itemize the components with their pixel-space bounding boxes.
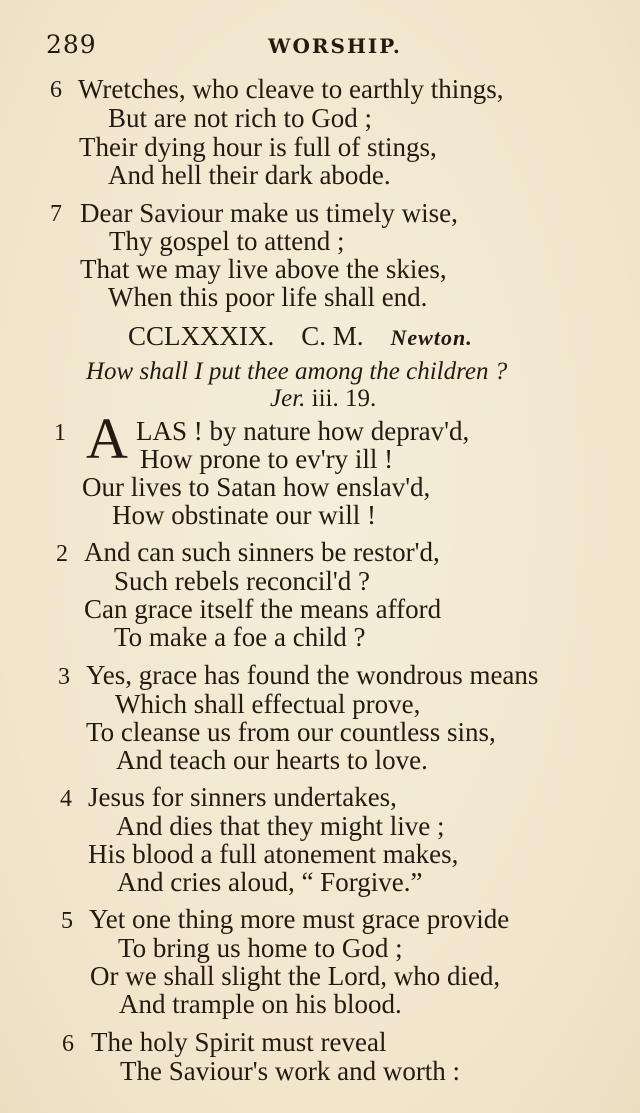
verse-line: His blood a full atonement makes, — [88, 839, 459, 869]
verse-line: And can such sinners be restor'd, — [84, 537, 440, 567]
verse-line: And teach our hearts to love. — [116, 745, 428, 775]
hymn-epigraph: How shall I put thee among the children ? — [86, 358, 508, 385]
running-head: WORSHIP. — [268, 34, 402, 58]
verse-line: Yet one thing more must grace provide — [89, 904, 510, 934]
verse-line: Our lives to Satan how enslav'd, — [82, 472, 431, 502]
verse-line: Or we shall slight the Lord, who died, — [90, 961, 501, 991]
verse-line: Thy gospel to attend ; — [109, 226, 345, 256]
verse-line: To bring us home to God ; — [118, 933, 403, 963]
stanza-number: 5 — [61, 908, 73, 934]
stanza-number: 7 — [50, 201, 62, 227]
verse-line: To make a foe a child ? — [114, 622, 366, 652]
page-number: 289 — [46, 30, 97, 59]
verse-line: And hell their dark abode. — [108, 160, 391, 190]
verse-line: But are not rich to God ; — [108, 103, 372, 133]
stanza-number: 6 — [62, 1031, 74, 1057]
verse-line: Such rebels reconcil'd ? — [114, 566, 371, 596]
reference-book: Jer. — [270, 385, 306, 412]
verse-line: How obstinate our will ! — [112, 500, 376, 530]
verse-line: Can grace itself the means afford — [84, 594, 442, 624]
drop-cap: A — [86, 406, 128, 471]
verse-line: How prone to ev'ry ill ! — [140, 444, 394, 474]
hymn-author: Newton. — [390, 325, 473, 350]
verse-line: And dies that they might live ; — [116, 811, 445, 841]
verse-line: Jesus for sinners undertakes, — [88, 782, 397, 812]
stanza-number: 6 — [50, 77, 62, 103]
reference-verse: iii. 19. — [311, 385, 377, 412]
verse-line: And cries aloud, “ Forgive.” — [117, 867, 423, 897]
verse-line: Dear Saviour make us timely wise, — [80, 198, 458, 228]
verse-line: LAS ! by nature how deprav'd, — [136, 416, 470, 446]
stanza-number: 1 — [54, 420, 66, 446]
hymn-heading — [128, 321, 473, 353]
page-header — [46, 30, 606, 60]
stanza-number: 4 — [60, 786, 72, 812]
verse-line: That we may live above the skies, — [80, 254, 447, 284]
stanza-number: 2 — [56, 541, 68, 567]
verse-line: And trample on his blood. — [119, 989, 402, 1019]
verse-line: The Saviour's work and worth : — [120, 1056, 461, 1086]
hymn-reference — [270, 384, 376, 414]
hymn-number: CCLXXXIX. — [128, 321, 275, 351]
verse-line: Wretches, who cleave to earthly things, — [78, 74, 504, 104]
verse-line: Yes, grace has found the wondrous means — [86, 660, 539, 690]
verse-line: Their dying hour is full of stings, — [79, 132, 437, 162]
verse-line: Which shall effectual prove, — [115, 689, 421, 719]
hymn-meter: C. M. — [301, 321, 364, 351]
verse-line: To cleanse us from our countless sins, — [86, 717, 496, 747]
verse-line: When this poor life shall end. — [108, 282, 428, 312]
stanza-number: 3 — [58, 664, 70, 690]
verse-line: The holy Spirit must reveal — [91, 1027, 387, 1057]
